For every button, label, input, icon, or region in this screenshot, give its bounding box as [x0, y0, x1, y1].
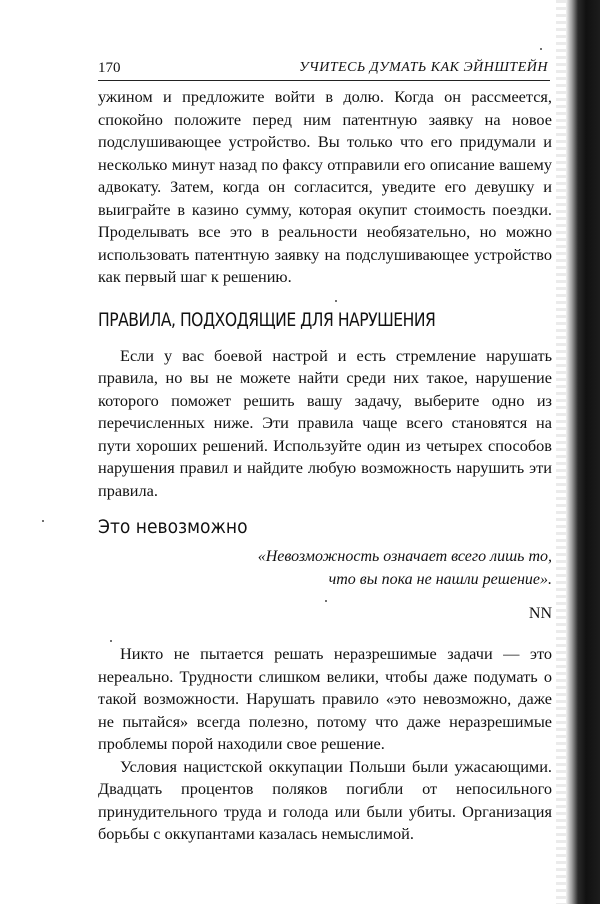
running-header: [98, 56, 550, 81]
scan-dark-edge: [566, 0, 600, 904]
body-paragraph: ужином и предложите войти в долю. Когда он рассмеется, спокойно положите перед ним патентную заявку на новое подслушивающее устройство. Вы только что его придумали и несколько минут назад по факсу отправили его описание вашему адвокату. Затем, когда он согласится, уведите его девушку и выиграйте в казино сумму, которая окупит стоимость поездки. Проделывать все это в реальности необязательно, но можно использовать патентную заявку на подслушивающее устройство как первый шаг к решению.: [98, 87, 552, 286]
epigraph-line: «Невозможность означает всего лишь то,: [257, 548, 552, 565]
epigraph-line: что вы пока не нашли решение».: [328, 570, 552, 588]
subsection-title: Это невозможно: [98, 516, 248, 538]
page-number: 170: [98, 60, 121, 76]
running-title: УЧИТЕСЬ ДУМАТЬ КАК ЭЙНШТЕЙН: [299, 60, 548, 75]
body-paragraph: Если у вас боевой настрой и есть стремление нарушать правила, но вы не можете найти среди них такое, нарушение которого поможет решить вашу задачу, выберите одно из перечисленных ниже. Эти правила чаще всего становятся на пути хороших решений. Используйте один из четырех способов нарушения правил и найдите любую возможность нарушить эти правила.: [98, 345, 552, 500]
epigraph: [98, 546, 552, 591]
scan-edge-noise: [556, 0, 566, 904]
body-paragraph: Никто не пытается решать неразрешимые задачи — это нереально. Трудности слишком велики, чтобы даже подумать о такой возможности. Нарушать правило «это невозможно, даже не пытайся» всегда полезно, потому что даже неразрешимые проблемы порой находили свое решение.: [98, 644, 552, 753]
body-paragraph: Условия нацистской оккупации Польши были ужасающими. Двадцать процентов поляков погибли от непосильного принудительного труда и голода или были убиты. Организация борьбы с оккупантами казалась немыслимой.: [98, 756, 552, 843]
page-content: [98, 86, 552, 846]
section-title: ПРАВИЛА, ПОДХОДЯЩИЕ ДЛЯ НАРУШЕНИЯ: [98, 308, 436, 331]
epigraph-author: NN: [528, 605, 552, 622]
scan-speck: [42, 520, 44, 522]
scan-speck: [540, 48, 542, 50]
